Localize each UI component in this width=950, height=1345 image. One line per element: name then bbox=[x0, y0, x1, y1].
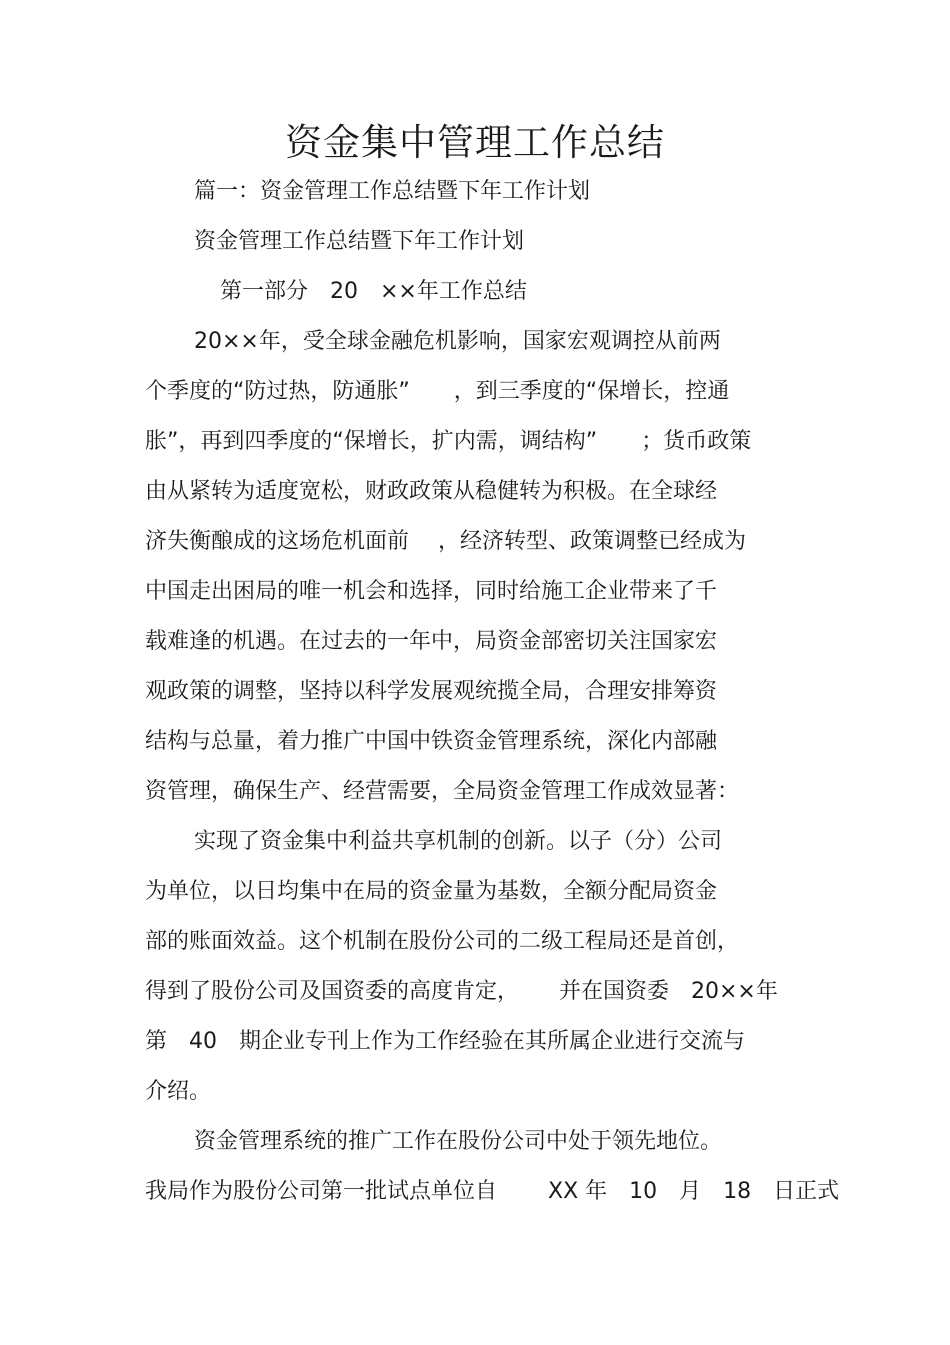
paragraph-line: 为单位，以日均集中在局的资金量为基数，全额分配局资金 bbox=[145, 879, 718, 904]
document-title: 资金集中管理工作总结 bbox=[285, 121, 665, 164]
paragraph-line: 我局作为股份公司第一批试点单位自 XX 年 10 月 18 日正式 bbox=[145, 1179, 840, 1204]
paragraph-line: 20××年，受全球金融危机影响，国家宏观调控从前两 bbox=[194, 329, 721, 354]
subtitle-line: 篇一：资金管理工作总结暨下年工作计划 bbox=[194, 179, 591, 204]
paragraph-line: 中国走出困局的唯一机会和选择，同时给施工企业带来了千 bbox=[145, 579, 718, 604]
paragraph-line: 得到了股份公司及国资委的高度肯定， 并在国资委 20××年 bbox=[145, 979, 778, 1004]
paragraph-line: 载难逢的机遇。在过去的一年中，局资金部密切关注国家宏 bbox=[145, 629, 718, 654]
paragraph-line: 部的账面效益。这个机制在股份公司的二级工程局还是首创， bbox=[145, 929, 740, 954]
paragraph-line: 实现了资金集中利益共享机制的创新。以子（分）公司 bbox=[194, 829, 723, 854]
section-heading: 第一部分 20 ××年工作总结 bbox=[220, 279, 527, 304]
paragraph-line: 由从紧转为适度宽松，财政政策从稳健转为积极。在全球经 bbox=[145, 479, 718, 504]
heading-line: 资金管理工作总结暨下年工作计划 bbox=[194, 229, 525, 254]
paragraph-line: 济失衡酿成的这场危机面前 ，经济转型、政策调整已经成为 bbox=[145, 529, 746, 554]
paragraph-line: 个季度的“防过热，防通胀” ，到三季度的“保增长，控通 bbox=[145, 379, 730, 404]
paragraph-line: 结构与总量，着力推广中国中铁资金管理系统，深化内部融 bbox=[145, 729, 718, 754]
paragraph-line: 胀”，再到四季度的“保增长，扩内需，调结构” ；货币政策 bbox=[145, 429, 752, 454]
paragraph-line: 第 40 期企业专刊上作为工作经验在其所属企业进行交流与 bbox=[145, 1029, 745, 1054]
paragraph-line: 资管理，确保生产、经营需要，全局资金管理工作成效显著： bbox=[145, 779, 740, 804]
paragraph-line: 观政策的调整，坚持以科学发展观统揽全局，合理安排筹资 bbox=[145, 679, 718, 704]
paragraph-line: 资金管理系统的推广工作在股份公司中处于领先地位。 bbox=[194, 1129, 723, 1154]
paragraph-line: 介绍。 bbox=[145, 1079, 212, 1104]
